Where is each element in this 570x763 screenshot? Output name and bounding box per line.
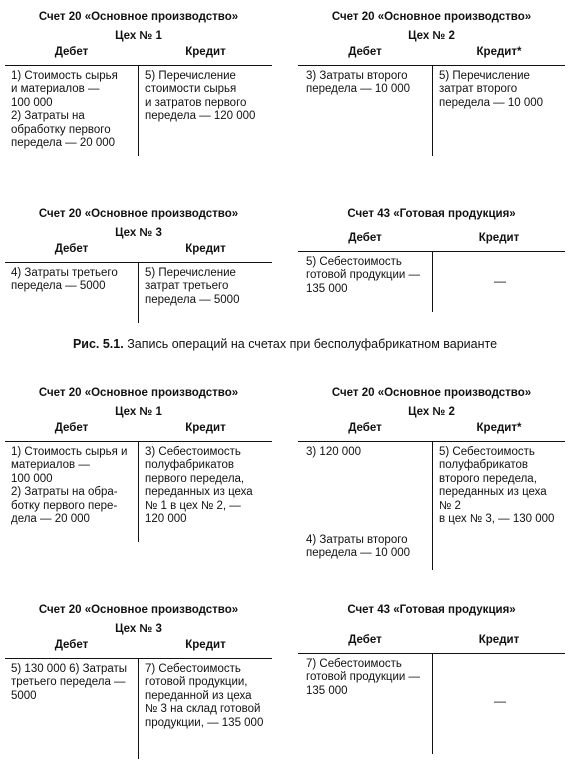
- account-header: [5, 43, 272, 66]
- entry-line: 7) Себестоимость: [145, 663, 241, 675]
- entry-line: 1) Стоимость сырья и: [11, 446, 128, 458]
- entry-line: готовой продукции,: [145, 676, 248, 689]
- account-header: [298, 43, 565, 66]
- credit-entries: [439, 446, 554, 526]
- entry-line: передела — 5000: [11, 280, 106, 293]
- entry-line: передела — 10 000: [439, 96, 544, 109]
- entry-line: 5) Перечисление: [439, 70, 530, 82]
- entry-line: 1) Стоимость сырья: [11, 70, 118, 82]
- debit-label: Дебет: [54, 422, 89, 434]
- entry-line: 5) Перечисление: [145, 70, 236, 82]
- entry-line: 4) Затраты третьего: [11, 267, 118, 279]
- workshop-label: Цех № 1: [115, 30, 162, 42]
- entry-line: 5) Себестоимость: [439, 446, 535, 458]
- debit-entries: [306, 70, 410, 97]
- debit-label: Дебет: [348, 232, 382, 244]
- entry-line: 2) Затраты на обра-: [11, 486, 118, 499]
- debit-entries: [306, 256, 420, 296]
- entry-line: 4) Затраты второго: [306, 534, 408, 546]
- entry-line: передела — 20 000: [11, 137, 116, 150]
- entry-line: переданных из цеха: [439, 486, 547, 499]
- figure-number: Рис. 5.1.: [72, 337, 124, 351]
- t-divider: [432, 66, 433, 156]
- entry-line: обработку первого: [11, 123, 111, 136]
- t-divider: [432, 442, 433, 570]
- credit-entries: [145, 267, 239, 307]
- t-account-b4: [298, 603, 565, 754]
- account-header: [5, 636, 272, 659]
- entry-line: продукции, — 135 000: [145, 716, 264, 729]
- t-account-a2: [298, 10, 565, 156]
- entry-line: полуфабрикатов: [145, 459, 235, 472]
- entry-line: передела — 120 000: [145, 110, 256, 123]
- account-title: Счет 20 «Основное производство»: [38, 11, 239, 23]
- entry-line: стоимости сырья: [145, 83, 237, 96]
- workshop-label: Цех № 3: [115, 623, 162, 635]
- account-header: [298, 631, 565, 654]
- credit-label: Кредит: [185, 243, 226, 255]
- credit-entries: [145, 663, 263, 730]
- debit-entries: [11, 267, 118, 294]
- debit-entries: [11, 663, 127, 703]
- figure-caption: [0, 337, 570, 351]
- entry-line: готовой продукции —: [306, 671, 421, 684]
- t-divider: [138, 659, 139, 759]
- entry-line: передела — 10 000: [306, 83, 411, 96]
- t-account-b1: [5, 386, 272, 542]
- entry-line: дела — 20 000: [11, 513, 90, 526]
- entry-line: № 2: [439, 499, 461, 512]
- account-header: [298, 229, 565, 252]
- entry-line: 100 000: [11, 472, 53, 485]
- entry-line: полуфабрикатов: [439, 459, 529, 472]
- account-header: [298, 419, 565, 442]
- entry-line: третьего передела —: [11, 676, 126, 689]
- entry-line: затрат второго: [439, 83, 518, 96]
- entry-line: и материалов —: [11, 83, 100, 96]
- workshop-label: Цех № 2: [408, 406, 455, 418]
- empty-credit-dash: —: [494, 694, 506, 708]
- entry-line: 5) Перечисление: [145, 267, 236, 279]
- account-title: Счет 43 «Готовая продукция»: [347, 604, 516, 616]
- t-account-b3: [5, 603, 272, 759]
- entry-line: в цех № 3, — 130 000: [439, 513, 555, 526]
- entry-line: 3) 120 000: [306, 446, 361, 458]
- workshop-label: Цех № 2: [408, 30, 455, 42]
- account-title: Счет 20 «Основное производство»: [331, 11, 532, 23]
- entry-line: и затратов первого: [145, 96, 247, 109]
- credit-label: Кредит: [478, 634, 520, 646]
- entry-line: переданной из цеха: [145, 689, 252, 702]
- entry-line: готовой продукции —: [306, 269, 421, 282]
- credit-label: Кредит: [185, 422, 226, 434]
- entry-line: № 3 на склад готовой: [145, 703, 261, 716]
- debit-label: Дебет: [348, 422, 382, 434]
- credit-label: Кредит: [478, 232, 520, 244]
- entry-line: затрат третьего: [145, 280, 229, 293]
- credit-label: Кредит*: [476, 46, 522, 58]
- debit-entries: [11, 70, 118, 150]
- entry-line: 7) Себестоимость: [306, 658, 402, 670]
- t-divider: [138, 66, 139, 156]
- entry-line: передела — 10 000: [306, 547, 411, 560]
- figure-caption-text: Запись операций на счетах при бесполуфабрикатном варианте: [127, 337, 498, 351]
- debit-label: Дебет: [54, 243, 89, 255]
- debit-entries-2: [306, 534, 410, 561]
- credit-label: Кредит: [185, 46, 226, 58]
- credit-entries: [145, 446, 253, 526]
- entry-line: материалов —: [11, 459, 90, 472]
- empty-credit-dash: —: [494, 274, 506, 288]
- entry-line: 2) Затраты на: [11, 110, 85, 123]
- entry-line: 3) Себестоимость: [145, 446, 241, 458]
- debit-entries: [306, 658, 420, 698]
- t-account-a1: [5, 10, 272, 156]
- workshop-label: Цех № 3: [115, 227, 162, 239]
- credit-label: Кредит: [185, 639, 226, 651]
- account-header: [5, 419, 272, 442]
- entry-line: переданных из цеха: [145, 486, 253, 499]
- account-title: Счет 20 «Основное производство»: [38, 604, 239, 616]
- debit-label: Дебет: [348, 46, 382, 58]
- debit-entries: [306, 446, 361, 459]
- credit-entries: [439, 70, 543, 110]
- entry-line: 3) Затраты второго: [306, 70, 408, 82]
- entry-line: 135 000: [306, 282, 348, 295]
- entry-line: ботку первого пере-: [11, 499, 118, 512]
- t-divider: [432, 654, 433, 754]
- account-title: Счет 20 «Основное производство»: [38, 208, 239, 220]
- entry-line: № 1 в цех № 2, —: [145, 499, 241, 512]
- workshop-label: Цех № 1: [115, 406, 162, 418]
- account-title: Счет 20 «Основное производство»: [331, 387, 532, 399]
- entry-line: первого передела,: [145, 472, 245, 485]
- entry-line: 120 000: [145, 513, 187, 526]
- t-account-a3: [5, 207, 272, 323]
- t-divider: [138, 442, 139, 542]
- entry-line: 5) 130 000 6) Затраты: [11, 663, 128, 675]
- t-account-a4: [298, 207, 565, 312]
- entry-line: 5) Себестоимость: [306, 256, 402, 268]
- credit-label: Кредит*: [476, 422, 522, 434]
- t-divider: [138, 263, 139, 323]
- credit-entries: [145, 70, 255, 124]
- account-title: Счет 43 «Готовая продукция»: [347, 208, 516, 220]
- entry-line: передела — 5000: [145, 293, 240, 306]
- debit-entries: [11, 446, 127, 526]
- debit-label: Дебет: [348, 634, 382, 646]
- account-header: [5, 240, 272, 263]
- debit-label: Дебет: [54, 639, 89, 651]
- entry-line: 100 000: [11, 96, 53, 109]
- entry-line: второго передела,: [439, 472, 537, 485]
- entry-line: 135 000: [306, 684, 348, 697]
- entry-line: 5000: [11, 689, 37, 702]
- t-account-b2: [298, 386, 565, 570]
- account-title: Счет 20 «Основное производство»: [38, 387, 239, 399]
- debit-label: Дебет: [54, 46, 89, 58]
- t-divider: [432, 252, 433, 312]
